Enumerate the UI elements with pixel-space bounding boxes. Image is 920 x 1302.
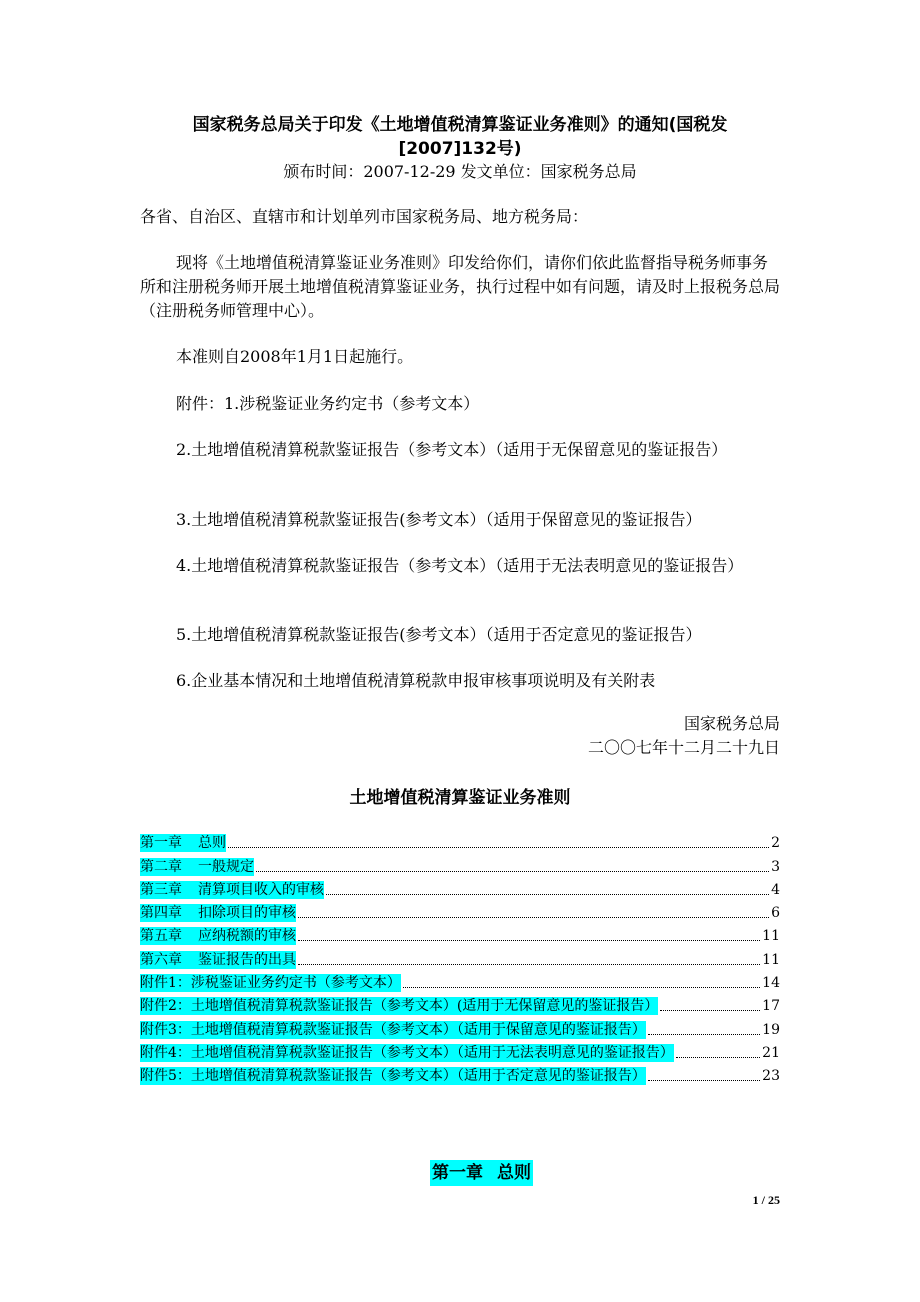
toc-entry-label[interactable]: 第六章 鉴证报告的出具 (140, 951, 296, 968)
attachment-6: 6.企业基本情况和土地增值税清算税款申报审核事项说明及有关附表 (176, 671, 656, 690)
toc-leader-dots (228, 847, 769, 848)
paragraph-2: 本准则自2008年1月1日起施行。 (176, 347, 414, 366)
toc-entry[interactable] (140, 829, 780, 852)
toc-page-number: 4 (771, 881, 780, 898)
attachment-3: 3.土地增值税清算税款鉴证报告(参考文本）（适用于保留意见的鉴证报告） (176, 510, 702, 529)
toc-entry-label[interactable]: 附件4：土地增值税清算税款鉴证报告（参考文本）（适用于无法表明意见的鉴证报告） (140, 1044, 674, 1061)
toc-entry-label[interactable]: 附件1：涉税鉴证业务约定书（参考文本） (140, 975, 401, 992)
toc-page-number: 11 (762, 928, 780, 945)
toc-page-number: 17 (762, 998, 780, 1015)
page-number: 1 / 25 (752, 1193, 780, 1207)
attachment-4: 4.土地增值税清算税款鉴证报告（参考文本）（适用于无法表明意见的鉴证报告） (176, 556, 744, 575)
toc-entry-label[interactable]: 第一章 总则 (140, 835, 226, 852)
notice-meta: 颁布时间：2007-12-29 发文单位：国家税务总局 (283, 162, 637, 181)
toc-entry-label[interactable]: 附件2：土地增值税清算税款鉴证报告（参考文本）(适用于无保留意见的鉴证报告） (140, 998, 659, 1015)
toc-entry[interactable] (140, 969, 780, 992)
toc-page-number: 14 (762, 975, 780, 992)
document-title: 土地增值税清算鉴证业务准则 (349, 788, 571, 808)
notice-title-line2: [2007]132号) (398, 139, 522, 159)
toc-entry-label[interactable]: 第四章 扣除项目的审核 (140, 905, 296, 922)
toc-entry[interactable] (140, 945, 780, 968)
toc-entry[interactable] (140, 852, 780, 875)
toc-entry[interactable] (140, 899, 780, 922)
toc-page-number: 3 (771, 858, 780, 875)
toc-page-number: 2 (771, 835, 780, 852)
chapter-heading: 第一章 总则 (430, 1160, 533, 1186)
toc-leader-dots (403, 987, 760, 988)
toc-page-number: 11 (762, 951, 780, 968)
toc-entry[interactable] (140, 1062, 780, 1085)
toc-entry-label[interactable]: 附件5：土地增值税清算税款鉴证报告（参考文本）（适用于否定意见的鉴证报告） (140, 1068, 646, 1085)
toc-entry-label[interactable]: 第三章 清算项目收入的审核 (140, 881, 324, 898)
toc-leader-dots (648, 1080, 760, 1081)
toc-entry[interactable] (140, 1015, 780, 1038)
toc-entry-label[interactable]: 第二章 一般规定 (140, 858, 254, 875)
toc-leader-dots (298, 964, 760, 965)
toc-leader-dots (648, 1034, 760, 1035)
toc-leader-dots (660, 1010, 760, 1011)
toc-leader-dots (256, 871, 769, 872)
toc-leader-dots (326, 894, 769, 895)
toc-page-number: 19 (762, 1021, 780, 1038)
attachment-2: 2.土地增值税清算税款鉴证报告（参考文本）（适用于无保留意见的鉴证报告） (176, 440, 728, 459)
notice-title-line1: 国家税务总局关于印发《土地增值税清算鉴证业务准则》的通知(国税发 (192, 115, 728, 135)
toc-entry[interactable] (140, 922, 780, 945)
toc-leader-dots (298, 917, 769, 918)
salutation: 各省、自治区、直辖市和计划单列市国家税务局、地方税务局： (140, 207, 589, 226)
issue-date: 二〇〇七年十二月二十九日 (587, 738, 780, 757)
toc-entry[interactable] (140, 1039, 780, 1062)
signature: 国家税务总局 (683, 714, 780, 733)
attachment-5: 5.土地增值税清算税款鉴证报告(参考文本）（适用于否定意见的鉴证报告） (176, 625, 702, 644)
toc-entry-label[interactable]: 附件3：土地增值税清算税款鉴证报告（参考文本）（适用于保留意见的鉴证报告） (140, 1021, 646, 1038)
toc-page-number: 6 (771, 905, 780, 922)
toc-page-number: 23 (762, 1068, 780, 1085)
toc-entry-label[interactable]: 第五章 应纳税额的审核 (140, 928, 296, 945)
table-of-contents (140, 829, 780, 1085)
paragraph-1: 现将《土地增值税清算鉴证业务准则》印发给你们，请你们依此监督指导税务师事务所和注册税务师开展土地增值税清算鉴证业务，执行过程中如有问题，请及时上报税务总局（注册税务师管理中心）。 (140, 253, 781, 320)
toc-page-number: 21 (762, 1044, 780, 1061)
attachment-1: 附件：1.涉税鉴证业务约定书（参考文本） (176, 394, 480, 413)
toc-entry[interactable] (140, 992, 780, 1015)
toc-entry[interactable] (140, 876, 780, 899)
toc-leader-dots (676, 1057, 760, 1058)
toc-leader-dots (298, 940, 760, 941)
